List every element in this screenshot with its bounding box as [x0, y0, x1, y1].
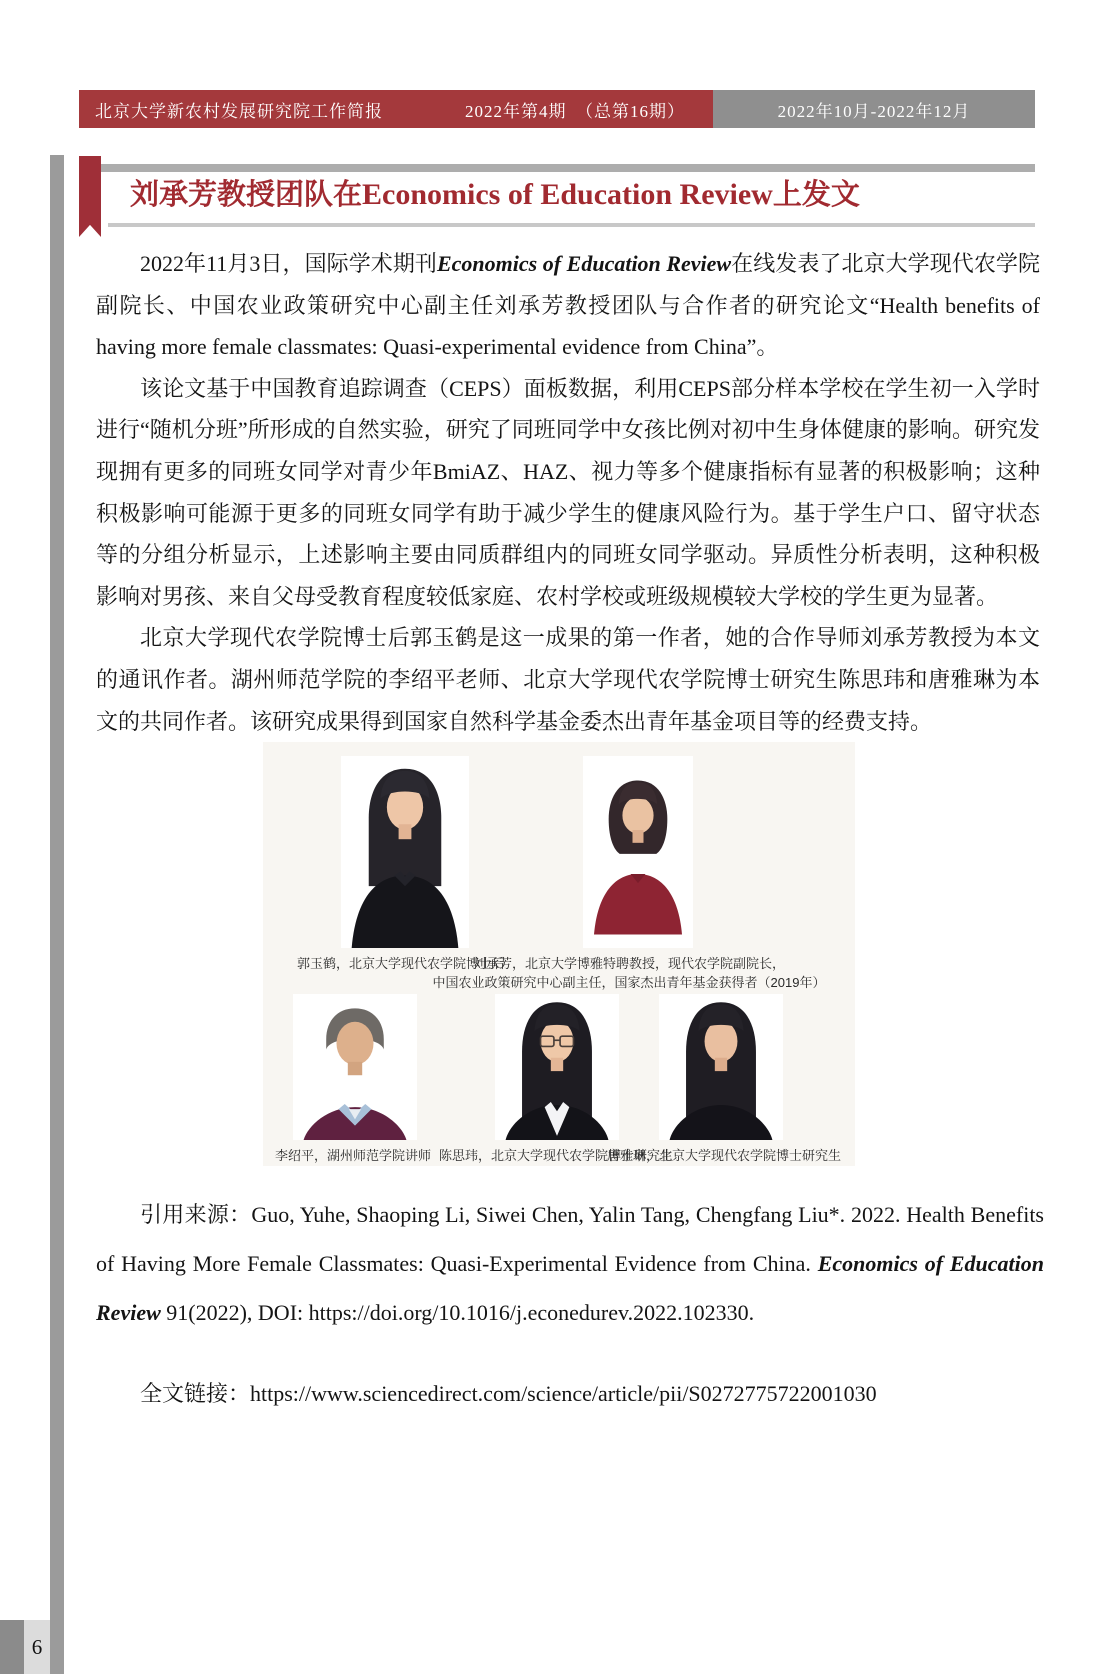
fulltext-line — [96, 1376, 1044, 1412]
caption-liu-line1: 刘承芳，北京大学博雅特聘教授，现代农学院副院长， — [472, 956, 785, 971]
left-rail-divider — [50, 155, 64, 1674]
woman-glasses-portrait-icon — [495, 994, 619, 1140]
bookmark-ribbon-icon — [79, 156, 101, 237]
man-portrait-icon — [293, 994, 417, 1140]
portrait-guo-yuhe-photo — [341, 756, 469, 948]
footer-corner-block — [0, 1620, 24, 1674]
citation-period: . — [748, 1300, 755, 1325]
paragraph-1-text-cont: 在线发表了北京大学现代农学院副院长、中国农业政策研究中心副主任刘承芳教授团队与合作者的研究论文“Health benefits of having more female classmates: Quasi-experimental evidence from China”。 — [96, 251, 1040, 360]
citation-journal: Economics of Education Review — [96, 1251, 1045, 1325]
article-title-pre: 刘承芳教授团队在 — [130, 179, 363, 211]
portrait-liu-chengfang-photo — [583, 756, 693, 948]
issue-number: 2022年第4期 （总第16期） — [465, 101, 685, 121]
woman-portrait-icon — [659, 994, 783, 1140]
fulltext-url-link[interactable]: https://www.sciencedirect.com/science/article/pii/S0272775722001030 — [250, 1381, 877, 1406]
caption-liu-chengfang — [409, 954, 849, 992]
title-top-rule — [79, 164, 1035, 172]
paragraph-1 — [96, 243, 1040, 368]
article-title-journal: Economics of Education Review — [362, 178, 773, 211]
header-bar-gray — [713, 90, 1035, 128]
paragraph-3: 北京大学现代农学院博士后郭玉鹤是这一成果的第一作者，她的合作导师刘承芳教授为本文的通讯作者。湖州师范学院的李绍平老师、北京大学现代农学院博士研究生陈思玮和唐雅琳为本文的共同作者。该研究成果得到国家自然科学基金委杰出青年基金项目等的经费支持。 — [96, 625, 1040, 734]
caption-tang-yalin: 唐雅琳，北京大学现代农学院博士研究生 — [606, 1148, 841, 1163]
doi-link[interactable]: https://doi.org/10.1016/j.econedurev.2022.102330 — [308, 1300, 749, 1325]
portrait-tang-yalin-photo — [659, 994, 783, 1140]
title-underline-rule — [108, 223, 1035, 227]
citation-paragraph — [96, 1190, 1044, 1337]
article-body — [96, 243, 1040, 742]
woman-portrait-icon — [341, 756, 469, 948]
page-number-block — [24, 1620, 50, 1674]
portrait-li-shaoping-photo — [293, 994, 417, 1140]
caption-guo-yuhe: 郭玉鹤，北京大学现代农学院博士后 — [296, 956, 505, 971]
portrait-chen-siwei-photo — [495, 994, 619, 1140]
citation-authors: 引用来源：Guo, Yuhe, Shaoping Li, Siwei Chen, Yalin Tang, Chengfang Liu*. 2022. Health Benefits of Having More Female Classmates: Quasi-Experimental Evidence from China. — [96, 1202, 1044, 1276]
date-range: 2022年10月-2022年12月 — [777, 101, 971, 121]
journal-name-inline: Economics of Education Review — [436, 251, 732, 276]
article-title — [130, 172, 1035, 213]
page-header — [79, 90, 1035, 128]
paragraph-2: 该论文基于中国教育追踪调查（CEPS）面板数据，利用CEPS部分样本学校在学生初一入学时进行“随机分班”所形成的自然实验，研究了同班同学中女孩比例对初中生身体健康的影响。研究发现拥有更多的同班女同学对青少年BmiAZ、HAZ、视力等多个健康指标有显著的积极影响；这种积极影响可能源于更多的同班女同学有助于减少学生的健康风险行为。基于学生户口、留守状态等的分组分析显示，上述影响主要由同质群组内的同班女同学驱动。异质性分析表明，这种积极影响对男孩、来自父母受教育程度较低家庭、农村学校或班级规模较大学校的学生更为显著。 — [96, 375, 1040, 609]
woman-portrait-icon — [583, 756, 693, 948]
caption-li-shaoping: 李绍平，湖州师范学院讲师 — [274, 1148, 431, 1163]
fulltext-label: 全文链接： — [140, 1381, 251, 1406]
citation-volume: 91(2022), DOI: — [160, 1300, 309, 1325]
newsletter-title: 北京大学新农村发展研究院工作简报 — [95, 101, 383, 121]
page-number: 6 — [31, 1634, 43, 1659]
caption-liu-line2: 中国农业政策研究中心副主任，国家杰出青年基金获得者（2019年） — [432, 975, 826, 990]
header-bar-red — [79, 90, 713, 128]
team-photo-collage — [263, 742, 855, 1166]
article-title-post: 上发文 — [772, 179, 860, 211]
paragraph-1-text: 2022年11月3日，国际学术期刊 — [140, 251, 437, 276]
caption-chen-siwei: 陈思玮，北京大学现代农学院博士研究生 — [438, 1148, 673, 1163]
